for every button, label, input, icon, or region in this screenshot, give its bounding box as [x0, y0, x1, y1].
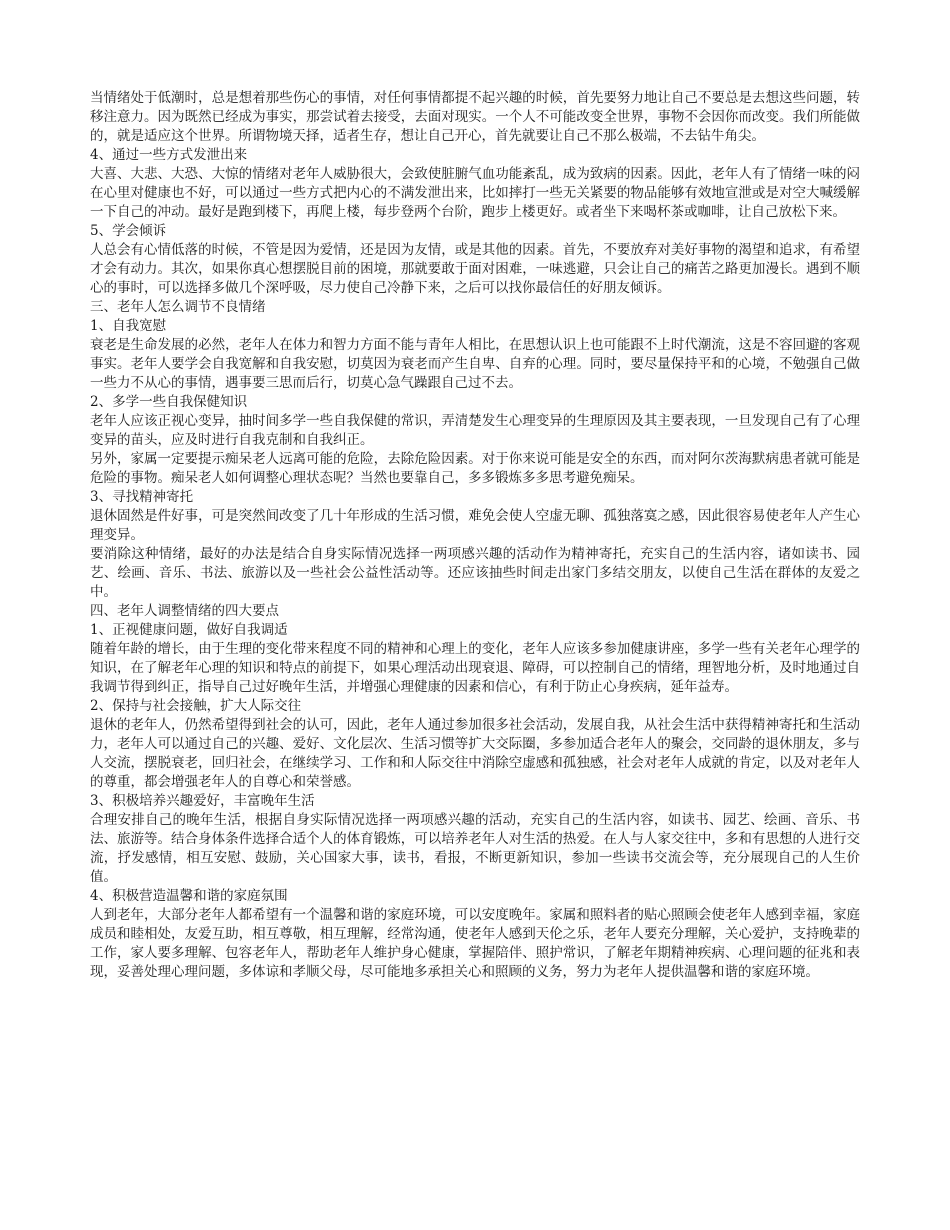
- section-heading: 2、多学一些自我保健知识: [90, 394, 248, 410]
- paragraph: 当情绪处于低潮时，总是想着那些伤心的事情，对任何事情都提不起兴趣的时候，首先要努力地让自己不要总是去想这些问题，转移注意力。因为既然已经成为事实，那尝试着去接受，去面对现实。一个人不可能改变全世界，事物不会因你而改变。我们所能做的，就是适应这个世界。所谓物境天择，适者生存，想让自己开心，首先就要让自己不那么极端，不去钻牛角尖。: [90, 90, 860, 144]
- document-body: [90, 89, 860, 982]
- section-heading: 3、积极培养兴趣爱好，丰富晚年生活: [90, 793, 315, 809]
- section-heading: 1、自我宽慰: [90, 318, 167, 334]
- paragraph: 要消除这种情绪，最好的办法是结合自身实际情况选择一两项感兴趣的活动作为精神寄托，充实自己的生活内容，诸如读书、园艺、绘画、音乐、书法、旅游以及一些社会公益性活动等。还应该抽些时间走出家门多结交朋友，以使自己生活在群体的友爱之中。: [90, 546, 860, 600]
- paragraph: 人到老年，大部分老年人都希望有一个温馨和谐的家庭环境，可以安度晚年。家属和照料者的贴心照顾会使老年人感到幸福，家庭成员和睦相处，友爱互助，相互尊敬，相互理解，经常沟通，使老年人感到天伦之乐，老年人要充分理解，关心爱护，支持晚辈的工作，家人要多理解、包容老年人，帮助老年人维护身心健康，掌握陪伴、照护常识，了解老年期精神疾病、心理问题的征兆和表现，妥善处理心理问题，多体谅和孝顺父母，尽可能地多承担关心和照顾的义务，努力为老年人提供温馨和谐的家庭环境。: [90, 907, 860, 980]
- paragraph: 另外，家属一定要提示痴呆老人远离可能的危险，去除危险因素。对于你来说可能是安全的东西，而对阿尔茨海默病患者就可能是危险的事物。痴呆老人如何调整心理状态呢？当然也要靠自己，多多锻炼多多思考避免痴呆。: [90, 451, 860, 486]
- paragraph: 退休固然是件好事，可是突然间改变了几十年形成的生活习惯，难免会使人空虚无聊、孤独落寞之感，因此很容易使老年人产生心理变异。: [90, 508, 860, 543]
- section-heading: 1、正视健康问题，做好自我调适: [90, 622, 288, 638]
- paragraph: 随着年龄的增长，由于生理的变化带来程度不同的精神和心理上的变化，老年人应该多参加健康讲座，多学一些有关老年心理学的知识，在了解老年心理的知识和特点的前提下，如果心理活动出现衰退、障碍，可以控制自己的情绪，理智地分析，及时地通过自我调节得到纠正，指导自己过好晚年生活，并增强心理健康的因素和信心，有利于防止心身疾病，延年益寿。: [90, 641, 860, 695]
- chapter-heading: 三、老年人怎么调节不良情绪: [90, 299, 266, 315]
- section-heading: 4、通过一些方式发泄出来: [90, 147, 248, 163]
- section-heading: 4、积极营造温馨和谐的家庭氛围: [90, 888, 288, 904]
- paragraph: 衰老是生命发展的必然，老年人在体力和智力方面不能与青年人相比，在思想认识上也可能跟不上时代潮流，这是不容回避的客观事实。老年人要学会自我宽解和自我安慰，切莫因为衰老而产生自卑、自弃的心理。同时，要尽量保持平和的心境，不勉强自己做一些力不从心的事情，遇事要三思而后行，切莫心急气躁跟自己过不去。: [90, 337, 860, 391]
- section-heading: 2、保持与社会接触，扩大人际交往: [90, 698, 302, 714]
- section-heading: 3、寻找精神寄托: [90, 489, 194, 505]
- paragraph: 人总会有心情低落的时候，不管是因为爱情，还是因为友情，或是其他的因素。首先，不要放弃对美好事物的渴望和追求，有希望才会有动力。其次，如果你真心想摆脱目前的困境，那就要敢于面对困难，一味逃避，只会让自己的痛苦之路更加漫长。遇到不顺心的事时，可以选择多做几个深呼吸，尽力使自己冷静下来，之后可以找你最信任的好朋友倾诉。: [90, 242, 860, 296]
- paragraph: 退休的老年人，仍然希望得到社会的认可，因此，老年人通过参加很多社会活动，发展自我，从社会生活中获得精神寄托和生活动力，老年人可以通过自己的兴趣、爱好、文化层次、生活习惯等扩大交际圈，多参加适合老年人的聚会，交同龄的退休朋友，多与人交流，摆脱衰老，回归社会，在继续学习、工作和和人际交往中消除空虚感和孤独感，社会对老年人成就的肯定，以及对老年人的尊重，都会增强老年人的自尊心和荣誉感。: [90, 717, 860, 790]
- paragraph: 合理安排自己的晚年生活，根据自身实际情况选择一两项感兴趣的活动，充实自己的生活内容，如读书、园艺、绘画、音乐、书法、旅游等。结合身体条件选择合适个人的体育锻炼，可以培养老年人对生活的热爱。在人与人家交往中，多和有思想的人进行交流，抒发感情，相互安慰、鼓励，关心国家大事，读书，看报，不断更新知识，参加一些读书交流会等，充分展现自己的人生价值。: [90, 812, 860, 885]
- paragraph: 大喜、大悲、大恐、大惊的情绪对老年人威胁很大，会致使脏腑气血功能紊乱，成为致病的因素。因此，老年人有了情绪一味的闷在心里对健康也不好，可以通过一些方式把内心的不满发泄出来，比如摔打一些无关紧要的物品能够有效地宣泄或是对空大喊缓解一下自己的冲动。最好是跑到楼下，再爬上楼，每步登两个台阶，跑步上楼更好。或者坐下来喝杯茶或咖啡，让自己放松下来。: [90, 166, 860, 220]
- section-heading: 5、学会倾诉: [90, 223, 167, 239]
- chapter-heading: 四、老年人调整情绪的四大要点: [90, 603, 279, 619]
- paragraph: 老年人应该正视心变异，抽时间多学一些自我保健的常识，弄清楚发生心理变异的生理原因及其主要表现，一旦发现自己有了心理变异的苗头，应及时进行自我克制和自我纠正。: [90, 413, 860, 448]
